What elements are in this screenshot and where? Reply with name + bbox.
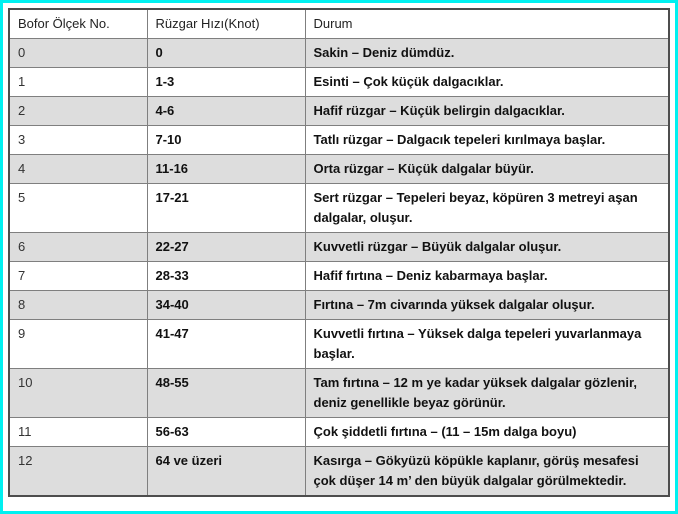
- cell-condition: Kuvvetli rüzgar – Büyük dalgalar oluşur.: [305, 233, 669, 262]
- cell-wind-speed: 56-63: [147, 418, 305, 447]
- cell-wind-speed: 41-47: [147, 320, 305, 369]
- cell-wind-speed: 34-40: [147, 291, 305, 320]
- table-row: [9, 320, 669, 369]
- cell-condition: Çok şiddetli fırtına – (11 – 15m dalga boyu): [305, 418, 669, 447]
- cell-wind-speed: 17-21: [147, 184, 305, 233]
- cell-condition: Sert rüzgar – Tepeleri beyaz, köpüren 3 metreyi aşan dalgalar, oluşur.: [305, 184, 669, 233]
- cell-scale-no: 4: [9, 155, 147, 184]
- cell-condition: Hafif fırtına – Deniz kabarmaya başlar.: [305, 262, 669, 291]
- cell-condition: Hafif rüzgar – Küçük belirgin dalgacıklar.: [305, 97, 669, 126]
- cell-scale-no: 7: [9, 262, 147, 291]
- cell-condition: Tam fırtına – 12 m ye kadar yüksek dalgalar gözlenir, deniz genellikle beyaz görünür.: [305, 369, 669, 418]
- cell-scale-no: 10: [9, 369, 147, 418]
- table-row: [9, 291, 669, 320]
- beaufort-scale-table: [8, 8, 670, 497]
- table-row: [9, 447, 669, 497]
- table-row: [9, 418, 669, 447]
- cell-wind-speed: 64 ve üzeri: [147, 447, 305, 497]
- table-row: [9, 39, 669, 68]
- table-row: [9, 369, 669, 418]
- cell-wind-speed: 1-3: [147, 68, 305, 97]
- cell-scale-no: 12: [9, 447, 147, 497]
- column-header-wind-speed: Rüzgar Hızı(Knot): [147, 9, 305, 39]
- header-row: [9, 9, 669, 39]
- table-row: [9, 97, 669, 126]
- cell-wind-speed: 11-16: [147, 155, 305, 184]
- cell-condition: Sakin – Deniz dümdüz.: [305, 39, 669, 68]
- table-body: [9, 39, 669, 497]
- cell-scale-no: 0: [9, 39, 147, 68]
- cell-condition: Fırtına – 7m civarında yüksek dalgalar oluşur.: [305, 291, 669, 320]
- cell-scale-no: 2: [9, 97, 147, 126]
- cell-wind-speed: 0: [147, 39, 305, 68]
- table-row: [9, 155, 669, 184]
- cell-scale-no: 5: [9, 184, 147, 233]
- table-row: [9, 262, 669, 291]
- cell-wind-speed: 4-6: [147, 97, 305, 126]
- cell-scale-no: 11: [9, 418, 147, 447]
- cell-scale-no: 1: [9, 68, 147, 97]
- cell-condition: Kuvvetli fırtına – Yüksek dalga tepeleri yuvarlanmaya başlar.: [305, 320, 669, 369]
- cell-scale-no: 9: [9, 320, 147, 369]
- cell-condition: Orta rüzgar – Küçük dalgalar büyür.: [305, 155, 669, 184]
- cell-wind-speed: 22-27: [147, 233, 305, 262]
- cell-condition: Esinti – Çok küçük dalgacıklar.: [305, 68, 669, 97]
- cell-scale-no: 8: [9, 291, 147, 320]
- table-row: [9, 126, 669, 155]
- column-header-condition: Durum: [305, 9, 669, 39]
- cell-scale-no: 3: [9, 126, 147, 155]
- table-row: [9, 184, 669, 233]
- cell-condition: Kasırga – Gökyüzü köpükle kaplanır, görüş mesafesi çok düşer 14 m’ den büyük dalgalar görülmektedir.: [305, 447, 669, 497]
- cell-wind-speed: 28-33: [147, 262, 305, 291]
- cell-scale-no: 6: [9, 233, 147, 262]
- table-row: [9, 68, 669, 97]
- table-row: [9, 233, 669, 262]
- cell-wind-speed: 48-55: [147, 369, 305, 418]
- cell-wind-speed: 7-10: [147, 126, 305, 155]
- column-header-scale-no: Bofor Ölçek No.: [9, 9, 147, 39]
- cell-condition: Tatlı rüzgar – Dalgacık tepeleri kırılmaya başlar.: [305, 126, 669, 155]
